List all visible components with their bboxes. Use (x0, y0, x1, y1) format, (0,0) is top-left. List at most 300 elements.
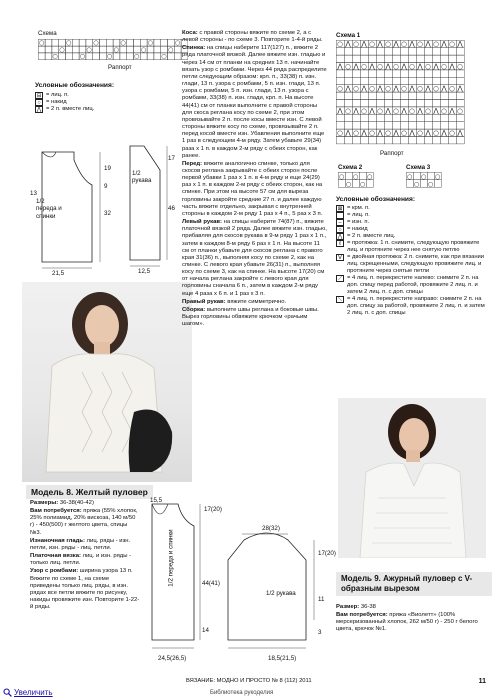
grid-cell (392, 122, 400, 129)
grid-cell (416, 114, 424, 121)
grid-cell (344, 114, 352, 121)
grid-cell (408, 70, 416, 77)
legend-left (35, 82, 185, 113)
grid-symbol: ○ (417, 129, 423, 137)
dim-21-5: 21,5 (52, 270, 65, 277)
text-paragraph (30, 538, 140, 552)
paragraph-body: выполните швы реглана и боковые швы. Вырез горловины обвяжите крючком «рачьим шагом». (182, 306, 319, 328)
grid-cell (456, 122, 464, 129)
grid-cell (400, 114, 408, 121)
grid-cell (400, 48, 408, 55)
text-paragraph (336, 612, 494, 633)
grid-cell (360, 122, 368, 129)
grid-cell (440, 48, 448, 55)
grid-symbol: ⋀ (425, 84, 431, 93)
grid-cell (424, 70, 432, 77)
grid-cell (432, 114, 440, 121)
grid-symbol: ○ (133, 53, 140, 61)
legend-row (336, 233, 486, 240)
grid-cell (384, 55, 392, 62)
grid-cell (45, 39, 52, 46)
dim-32: 32 (104, 210, 111, 217)
text-paragraph (182, 30, 328, 44)
grid-symbol: ⋀ (457, 40, 463, 49)
grid-symbol: ⋀ (449, 62, 455, 71)
grid-cell (100, 39, 107, 46)
grid-cell (376, 92, 384, 99)
model9-figure (338, 398, 486, 558)
grid-cell (416, 122, 424, 129)
grid-cell (406, 180, 413, 188)
text-paragraph (182, 161, 328, 218)
legend-text: = накид (46, 99, 67, 105)
legend-text: = 4 лиц. п. перекрестите налево: снимите 2 п. на доп. спицу перед работой, провяжите 2 лиц. п. и затем 2 лиц. п. с доп. спицы (347, 275, 479, 295)
grid-cell (456, 100, 464, 107)
legend-symbol-icon: ⟍ (336, 296, 344, 303)
grid-cell (456, 77, 464, 84)
grid-symbol: ⋀ (361, 40, 367, 49)
grid-cell (100, 46, 107, 53)
legend-row (336, 254, 486, 275)
grid-cell (168, 53, 175, 60)
grid-cell (127, 53, 134, 60)
dim-28-32: 28(32) (262, 525, 280, 532)
grid-cell (336, 77, 344, 84)
model8-photo (22, 282, 192, 482)
grid-cell (336, 92, 344, 99)
grid-symbol: ⋀ (377, 129, 383, 137)
grid-symbol: ○ (413, 179, 420, 188)
grid-symbol: ○ (359, 179, 366, 188)
grid-symbol: ○ (174, 39, 181, 47)
zoom-link-label[interactable]: Увеличить (14, 688, 53, 697)
left-col-bottom-text (30, 500, 140, 612)
grid-symbol: ○ (338, 172, 345, 181)
dim-17-20-b: 17(20) (318, 550, 336, 557)
paragraph-body: 36-38 (359, 604, 376, 610)
grid-symbol: ⋀ (393, 40, 399, 49)
grid-cell (424, 55, 432, 62)
grid-symbol: ○ (401, 129, 407, 137)
schema2-grid (338, 172, 374, 188)
grid-cell (52, 39, 59, 46)
grid-cell (366, 180, 373, 188)
grid-cell (392, 48, 400, 55)
footer-bar (186, 678, 486, 685)
grid-symbol: ○ (369, 40, 375, 49)
grid-cell (400, 55, 408, 62)
grid-cell (344, 48, 352, 55)
schema-grid (38, 39, 188, 61)
legend-text: = протяжка: 1 п. снимите, следующую провяжите лиц. и протяните через нее снятую петлю (347, 240, 480, 253)
grid-symbol: ⋀ (369, 106, 375, 115)
text-paragraph (182, 219, 328, 298)
grid-cell (352, 180, 359, 188)
legend-right-title: Условные обозначения: (336, 196, 416, 203)
paragraph-lead: Размер: (336, 604, 360, 610)
grid-symbol: ⋀ (409, 84, 415, 93)
grid-cell (448, 114, 456, 121)
grid-symbol: ○ (433, 84, 439, 93)
grid-cell (368, 48, 376, 55)
grid-symbol: ○ (113, 46, 119, 54)
grid-cell (368, 122, 376, 129)
grid-cell (432, 122, 440, 129)
grid-cell (424, 77, 432, 84)
grid-symbol: ○ (393, 62, 399, 71)
grid-cell (384, 114, 392, 121)
model8-figure (22, 282, 192, 482)
legend-row (336, 296, 486, 317)
grid-cell (345, 172, 352, 180)
grid-symbol: ⋀ (345, 40, 351, 49)
grid-cell (432, 92, 440, 99)
grid-symbol: ○ (425, 106, 431, 115)
grid-cell (154, 53, 161, 60)
grid-cell (161, 39, 168, 46)
grid-cell (86, 53, 93, 60)
legend-text: = лиц. п. (347, 212, 370, 218)
grid-symbol: ⋀ (353, 106, 359, 115)
grid-cell (376, 122, 384, 129)
schema3-grid (406, 172, 442, 188)
grid-symbol: ○ (457, 62, 463, 71)
grid-symbol: ○ (406, 172, 413, 181)
dim-19: 19 (104, 165, 111, 172)
grid-cell (174, 53, 181, 60)
grid-cell (79, 39, 86, 46)
grid-cell (440, 137, 448, 144)
grid-cell (408, 55, 416, 62)
raport-label: Раппорт (108, 64, 132, 71)
grid-symbol: ○ (65, 39, 72, 47)
grid-symbol: ○ (369, 84, 375, 93)
grid-symbol: ⋀ (353, 62, 359, 71)
grid-cell (352, 137, 360, 144)
grid-symbol: ○ (385, 129, 391, 137)
grid-symbol: ○ (361, 62, 367, 71)
grid-symbol: ○ (79, 53, 85, 61)
grid-cell (140, 53, 147, 60)
grid-cell (456, 92, 464, 99)
grid-cell (336, 48, 344, 55)
paragraph-lead: Вам потребуется: (336, 612, 388, 619)
grid-symbol: ○ (457, 106, 463, 115)
grid-cell (352, 48, 360, 55)
grid-cell (432, 137, 440, 144)
grid-symbol: ○ (93, 39, 99, 47)
grid-cell (120, 46, 127, 53)
grid-cell (408, 100, 416, 107)
grid-cell (100, 53, 107, 60)
dim-44-41: 44(41) (202, 580, 220, 587)
grid-symbol: ⋀ (425, 129, 431, 137)
grid-cell (384, 100, 392, 107)
grid-symbol: ○ (385, 40, 391, 49)
grid-cell (45, 53, 52, 60)
text-paragraph (336, 604, 494, 611)
grid-cell (440, 100, 448, 107)
grid-symbol: ○ (427, 179, 434, 188)
grid-symbol: ○ (345, 62, 351, 71)
legend-symbol-icon: ⟋ (336, 275, 344, 282)
grid-symbol: ○ (449, 40, 455, 49)
grid-cell (368, 70, 376, 77)
grid-cell (376, 137, 384, 144)
paragraph-lead: Коса: (182, 30, 198, 36)
zoom-link[interactable] (3, 688, 53, 697)
grid-cell (424, 48, 432, 55)
grid-symbol: ⋀ (417, 106, 423, 115)
grid-cell (368, 55, 376, 62)
grid-cell (416, 137, 424, 144)
grid-cell (72, 39, 79, 46)
grid-cell (400, 77, 408, 84)
grid-cell (344, 100, 352, 107)
grid-cell (416, 77, 424, 84)
grid-cell (416, 55, 424, 62)
legend-symbol-icon: ⊟ (36, 92, 42, 99)
grid-symbol: ⋀ (393, 129, 399, 137)
grid-cell (352, 55, 360, 62)
grid-cell (106, 39, 113, 46)
grid-symbol: ○ (345, 179, 352, 188)
grid-symbol: ○ (449, 84, 455, 93)
grid-cell (368, 114, 376, 121)
grid-cell (448, 77, 456, 84)
grid-cell (336, 137, 344, 144)
grid-symbol: ⋀ (401, 62, 407, 71)
legend-text: = 2 п. вместе лиц. (347, 233, 396, 239)
grid-cell (448, 122, 456, 129)
paragraph-lead: Перед: (182, 160, 203, 167)
legend-text: = 2 п. вместе лиц. (46, 106, 95, 112)
grid-cell (384, 122, 392, 129)
grid-symbol: ○ (161, 53, 167, 61)
paragraph-body: вяжите симметрично. (225, 298, 287, 305)
grid-symbol: ○ (393, 106, 399, 115)
model9-text (336, 604, 494, 635)
grid-cell (376, 70, 384, 77)
grid-symbol: ○ (352, 172, 359, 181)
grid-cell (440, 77, 448, 84)
grid-symbol: ○ (433, 40, 439, 49)
grid-symbol: ○ (361, 106, 367, 115)
grid-cell (127, 46, 134, 53)
legend-row (35, 106, 185, 113)
dim-sleeve-label: 1/2 рукава (132, 170, 152, 185)
legend-row (336, 212, 486, 219)
paragraph-body: пряжа «Виолетт» (100% мерсеризованный хлопок, 262 м/50 г) - 250 г белого цвета, крючок №1. (336, 612, 478, 633)
grid-symbol: ○ (52, 53, 58, 61)
grid-cell (336, 122, 344, 129)
legend-symbol-icon: – (336, 219, 344, 226)
grid-cell (448, 55, 456, 62)
grid-cell (400, 122, 408, 129)
grid-cell (93, 46, 100, 53)
grid-cell (360, 48, 368, 55)
grid-symbol: ○ (401, 84, 407, 93)
dim-14: 14 (202, 627, 209, 634)
grid-cell (344, 70, 352, 77)
grid-cell (140, 39, 147, 46)
text-paragraph (30, 568, 140, 611)
grid-cell (408, 77, 416, 84)
legend-row (336, 219, 486, 226)
grid-cell (408, 48, 416, 55)
grid-cell (352, 77, 360, 84)
grid-symbol: ○ (38, 39, 45, 47)
grid-cell (368, 92, 376, 99)
grid-cell (424, 100, 432, 107)
grid-symbol: ⋀ (433, 62, 439, 71)
grid-symbol: ○ (59, 46, 65, 54)
grid-cell (38, 46, 45, 53)
grid-cell (400, 137, 408, 144)
dim-17-20: 17(20) (204, 506, 222, 513)
grid-symbol: ⋀ (425, 40, 431, 49)
grid-cell (52, 46, 59, 53)
grid-cell (456, 137, 464, 144)
schema1-raport: Раппорт (380, 150, 404, 157)
grid-cell (368, 137, 376, 144)
grid-symbol: ○ (377, 106, 383, 115)
legend-title: Условные обозначения: (35, 82, 115, 89)
schema1-label: Схема 1 (336, 32, 361, 39)
grid-cell (344, 137, 352, 144)
grid-cell (392, 100, 400, 107)
legend-text: = крм. п. (347, 205, 370, 211)
grid-symbol: ⋀ (457, 129, 463, 137)
paragraph-lead: Сборка: (182, 306, 206, 313)
grid-symbol: ○ (434, 172, 441, 181)
grid-cell (376, 77, 384, 84)
dim-11: 11 (318, 596, 325, 603)
grid-cell (424, 114, 432, 121)
grid-cell (45, 46, 52, 53)
legend-row (336, 205, 486, 212)
paragraph-lead: Платочная вязка: (30, 553, 81, 560)
grid-cell (352, 70, 360, 77)
grid-symbol: ○ (377, 62, 383, 71)
paragraph-lead: Вам потребуется: (30, 508, 82, 515)
grid-cell (448, 100, 456, 107)
dim-17: 17 (168, 155, 175, 162)
legend-text: = изн. п. (347, 219, 370, 225)
grid-cell (448, 92, 456, 99)
grid-cell (384, 70, 392, 77)
grid-cell (154, 39, 161, 46)
paragraph-body: лиц. и изн. ряды - только лиц. петли. (30, 553, 132, 567)
paragraph-body: пряжа (55% хлопок, 25% полиамид, 20% вискоза, 140 м/50 г) - 450(500) г желтого цвета, спицы №3. (30, 508, 138, 536)
grid-cell (400, 100, 408, 107)
legend-row (336, 226, 486, 233)
paragraph-body: лиц. ряды - изн. петли, изн. ряды - лиц. петли. (30, 537, 131, 551)
dim-front-label-2: 1/2 переда и спинки (167, 529, 175, 587)
text-paragraph (182, 307, 328, 328)
legend-text: = накид (347, 226, 368, 232)
schema3-label: Схема 3 (406, 164, 431, 171)
dim-15-5: 15,5 (150, 497, 163, 504)
grid-cell (416, 70, 424, 77)
grid-symbol: ○ (369, 129, 375, 137)
grid-symbol: ⋀ (401, 106, 407, 115)
middle-col-text (182, 30, 328, 329)
grid-cell (66, 46, 73, 53)
grid-cell (352, 122, 360, 129)
grid-symbol: ○ (409, 62, 415, 71)
schema2-label: Схема 2 (338, 164, 363, 171)
grid-cell (400, 92, 408, 99)
text-paragraph (30, 500, 140, 507)
grid-cell (360, 137, 368, 144)
grid-cell (161, 46, 168, 53)
model9-caption: Модель 9. Ажурный пуловер с V-образным вырезом (336, 572, 492, 596)
grid-cell (360, 92, 368, 99)
legend-text: = 4 лиц. п. перекрестите направо: снимите 2 п. на доп. спицу за работой, провяжите 2 лиц. п. и затем 2 лиц. п. с доп. спицы (347, 296, 485, 316)
grid-cell (448, 137, 456, 144)
grid-symbol: ○ (106, 53, 113, 61)
grid-cell (86, 39, 93, 46)
grid-symbol: ○ (140, 46, 147, 54)
grid-cell (424, 122, 432, 129)
legend-text: = лиц. п. (46, 92, 69, 98)
grid-symbol: ⋀ (385, 62, 391, 71)
dim-3: 3 (318, 629, 322, 636)
grid-cell (408, 92, 416, 99)
dim-9: 9 (104, 183, 108, 190)
grid-cell (440, 114, 448, 121)
grid-cell (413, 172, 420, 180)
grid-cell (416, 100, 424, 107)
dim-front-label: 1/2 переда и спинки (36, 198, 62, 220)
dim-12-5: 12,5 (138, 268, 151, 275)
grid-cell (344, 92, 352, 99)
grid-symbol: ○ (425, 62, 431, 71)
grid-cell (424, 92, 432, 99)
paragraph-lead: Спинка: (182, 45, 206, 52)
legend-row (35, 99, 185, 106)
paragraph-lead: Изнаночная гладь: (30, 537, 85, 544)
grid-symbol: ○ (433, 129, 439, 137)
grid-symbol: ○ (337, 40, 343, 49)
grid-cell (448, 48, 456, 55)
grid-cell (440, 55, 448, 62)
grid-cell (392, 55, 400, 62)
grid-symbol: ⋀ (409, 129, 415, 137)
grid-cell (432, 77, 440, 84)
grid-symbol: ○ (120, 39, 126, 47)
grid-cell (376, 55, 384, 62)
grid-symbol: ○ (441, 106, 447, 115)
grid-cell (384, 137, 392, 144)
grid-cell (400, 70, 408, 77)
legend-symbol-icon: ○ (336, 226, 344, 233)
paragraph-body: с правой стороны вяжите по схеме 2, а с левой стороны - по схеме 3. Повторите 1-4-й ряды. (182, 30, 323, 44)
grid-cell (420, 180, 427, 188)
grid-symbol: ○ (353, 84, 359, 93)
grid-cell (456, 70, 464, 77)
grid-cell (448, 70, 456, 77)
grid-cell (360, 77, 368, 84)
grid-symbol: ○ (345, 106, 351, 115)
legend-row (35, 92, 185, 99)
grid-symbol: ○ (401, 40, 407, 49)
grid-symbol: ○ (353, 129, 359, 137)
grid-cell (376, 100, 384, 107)
model9-photo (338, 398, 486, 558)
footer-page-number: 11 (478, 678, 486, 685)
